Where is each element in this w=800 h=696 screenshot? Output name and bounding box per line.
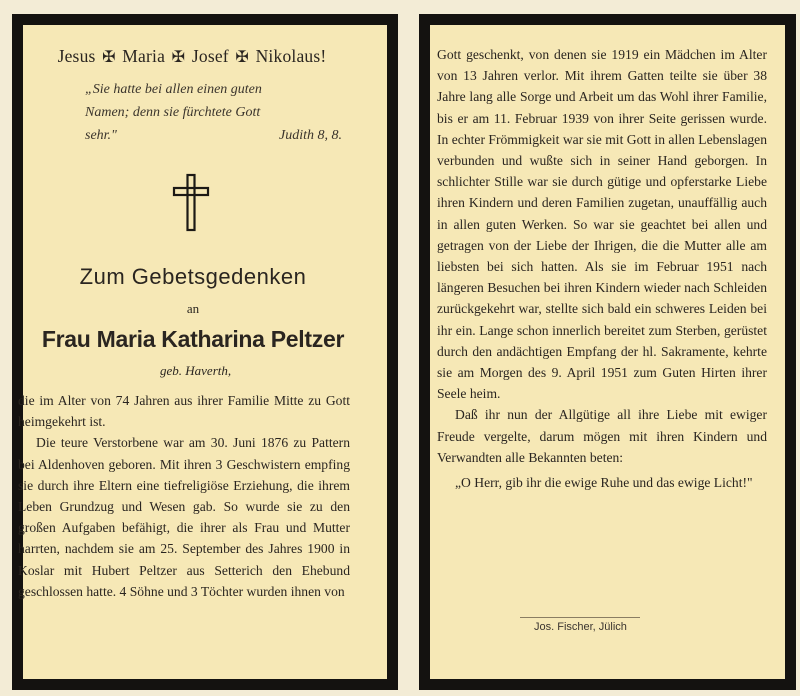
quote-line: sehr." — [85, 128, 117, 143]
paragraph: Daß ihr nun der Allgütige all ihre Liebe mit ewiger Freude vergelte, darum mögen mit ihren Kindern und Verwandten alle Bekannten beten: — [437, 407, 767, 465]
prayer: „O Herr, gib ihr die ewige Ruhe und das ewige Licht!" — [455, 475, 753, 491]
quote-line: Namen; denn sie fürchtete Gott — [85, 105, 261, 120]
cross-icon: ✠ — [171, 49, 186, 66]
right-text-area — [419, 0, 796, 696]
divider — [520, 617, 640, 618]
header-name-3: Josef — [191, 46, 229, 66]
bible-quote — [85, 78, 350, 147]
header-name-2: Maria — [122, 46, 166, 66]
card-header — [32, 46, 352, 67]
paragraph: Die teure Verstorbene war am 30. Juni 1876 zu Pattern bei Aldenhoven geboren. Mit ihren 3 Geschwistern empfing sie durch ihre Eltern eine tiefreligiöse Erziehung, die ihrem Leben Grundzug und Wesen gab. So wurde sie zu den großen Aufgaben befähigt, die ihrer als Frau und Mutter harrten, nachdem sie am 25. September des Jahres 1900 in Koslar mit Hubert Peltzer aus Setterich den Ehebund geschlossen hatte. 4 Söhne und 3 Töchter wurden ihnen von — [18, 435, 350, 599]
maiden-name: geb. Haverth, — [160, 363, 232, 378]
header-name-1: Jesus — [57, 46, 96, 66]
latin-cross-icon — [171, 173, 211, 233]
header-name-4: Nikolaus! — [255, 46, 327, 66]
deceased-name: Frau Maria Katharina Peltzer — [41, 326, 345, 352]
paragraph: Gott geschenkt, von denen sie 1919 ein Mädchen im Alter von 13 Jahren verlor. Mit ihrem Gatten teilte sie über 38 Jahre lang alle Sorge und Arbeit um das Wohl ihrer Familie, bis er am 11. Februar 1939 von ihrer Seite gerissen wurde. In echter Frömmigkeit war sie mit Gott in allen Lebenslagen verbunden und wußte sich in seiner Hand geborgen. In schlichter Stille war sie durch gütige und opferstarke Liebe ihren Kindern und deren Familien zugetan, unauffällig auch in allen guten Werken. So war sie geachtet bei allen und getragen von der Liebe der Ihrigen, die die Mutter alle am liebsten bei sich hatten. Als sie im Februar 1951 nach längeren Besuchen bei ihren Kindern wieder nach Schleiden zurückgekehrt war, stellte sich bald ein schweres Leiden bei ihr ein. Lange schon innerlich bereitet zum Sterben, gerüstet durch den andächtigen Empfang der hl. Sakramente, kehrte sie am Morgen des 9. April 1951 zum Guten Hirten ihrer Seele heim. — [437, 47, 767, 402]
biography-left — [18, 390, 350, 602]
cross-icon: ✠ — [235, 49, 250, 66]
paragraph: die im Alter von 74 Jahren aus ihrer Familie Mitte zu Gott heimgekehrt ist. — [18, 393, 350, 430]
cross-icon: ✠ — [102, 49, 116, 66]
memorial-heading: Zum Gebetsgedenken — [79, 264, 307, 289]
printer-imprint: Jos. Fischer, Jülich — [534, 621, 627, 633]
dedication-word: an — [186, 301, 200, 316]
biography-right — [437, 44, 767, 493]
quote-line: „Sie hatte bei allen einen guten — [85, 82, 262, 97]
quote-reference: Judith 8, 8. — [279, 128, 342, 143]
